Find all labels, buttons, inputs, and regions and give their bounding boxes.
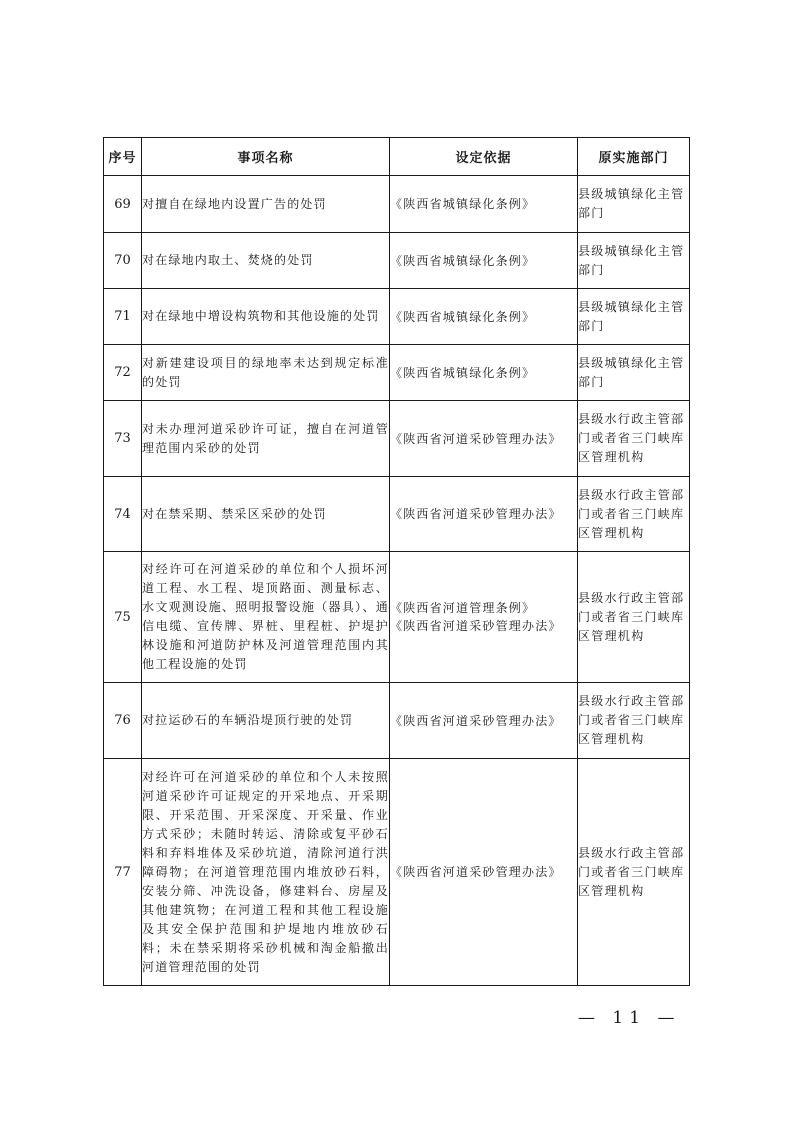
row-serial-number: 70	[104, 233, 142, 289]
row-serial-number: 73	[104, 401, 142, 477]
legal-basis-entry: 《陕西省河道采砂管理办法》	[390, 619, 562, 633]
row-serial-number: 69	[104, 176, 142, 233]
row-department: 县级城镇绿化主管部门	[578, 176, 690, 233]
table-row	[104, 552, 690, 683]
header-legal-basis: 设定依据	[390, 138, 578, 176]
page-number: — 11 —	[578, 1008, 681, 1028]
row-legal-basis	[390, 759, 578, 986]
legal-basis-entry: 《陕西省河道采砂管理办法》	[390, 431, 562, 446]
legal-basis-entry: 《陕西省城镇绿化条例》	[390, 253, 536, 268]
row-item-name: 对擅自在绿地内设置广告的处罚	[142, 176, 390, 233]
row-legal-basis	[390, 401, 578, 477]
legal-basis-entry: 《陕西省河道采砂管理办法》	[390, 713, 562, 728]
row-department: 县级水行政主管部门或者省三门峡库区管理机构	[578, 759, 690, 986]
row-legal-basis	[390, 683, 578, 759]
row-item-name: 对在禁采期、禁采区采砂的处罚	[142, 477, 390, 552]
row-serial-number: 72	[104, 345, 142, 401]
table-row	[104, 477, 690, 552]
legal-basis-entry: 《陕西省城镇绿化条例》	[390, 309, 536, 324]
row-serial-number: 74	[104, 477, 142, 552]
row-item-name: 对经许可在河道采砂的单位和个人未按照河道采砂许可证规定的开采地点、开采期限、开采范围、开采深度、开采量、作业方式采砂；未随时转运、清除或复平砂石料和弃料堆体及采砂坑道，清除河道行洪障碍物；在河道管理范围内堆放砂石料，安装分筛、冲洗设备，修建料台、房屋及其他建筑物；在河道工程和其他工程设施及其安全保护范围和护堤地内堆放砂石料；未在禁采期将采砂机械和淘金船撤出河道管理范围的处罚	[142, 759, 390, 986]
legal-basis-entry: 《陕西省城镇绿化条例》	[390, 197, 536, 211]
table-header-row	[104, 138, 690, 176]
items-table	[103, 137, 690, 986]
row-serial-number: 77	[104, 759, 142, 986]
row-legal-basis	[390, 176, 578, 233]
row-legal-basis	[390, 233, 578, 289]
table-row	[104, 176, 690, 233]
row-serial-number: 75	[104, 552, 142, 683]
table-row	[104, 233, 690, 289]
header-serial: 序号	[104, 138, 142, 176]
row-department: 县级水行政主管部门或者省三门峡库区管理机构	[578, 401, 690, 477]
row-department: 县级水行政主管部门或者省三门峡库区管理机构	[578, 552, 690, 683]
row-item-name: 对经许可在河道采砂的单位和个人损坏河道工程、水工程、堤顶路面、测量标志、水文观测设施、照明报警设施（器具）、通信电缆、宣传牌、界桩、里程桩、护堤护林设施和河道防护林及河道管理范围内其他工程设施的处罚	[142, 552, 390, 683]
row-legal-basis	[390, 477, 578, 552]
row-department: 县级城镇绿化主管部门	[578, 345, 690, 401]
legal-basis-entry: 《陕西省河道管理条例》	[390, 601, 536, 615]
row-item-name: 对在绿地内取土、焚烧的处罚	[142, 233, 390, 289]
row-serial-number: 71	[104, 289, 142, 345]
row-legal-basis	[390, 552, 578, 683]
table-row	[104, 289, 690, 345]
row-department: 县级城镇绿化主管部门	[578, 233, 690, 289]
row-item-name: 对在绿地中增设构筑物和其他设施的处罚	[142, 289, 390, 345]
table-row	[104, 759, 690, 986]
row-legal-basis	[390, 289, 578, 345]
legal-basis-entry: 《陕西省城镇绿化条例》	[390, 365, 536, 380]
legal-basis-entry: 《陕西省河道采砂管理办法》	[390, 507, 562, 521]
row-department: 县级水行政主管部门或者省三门峡库区管理机构	[578, 683, 690, 759]
row-department: 县级水行政主管部门或者省三门峡库区管理机构	[578, 477, 690, 552]
table-body	[104, 176, 690, 986]
header-department: 原实施部门	[578, 138, 690, 176]
row-item-name: 对新建建设项目的绿地率未达到规定标准的处罚	[142, 345, 390, 401]
row-item-name: 对未办理河道采砂许可证，擅自在河道管理范围内采砂的处罚	[142, 401, 390, 477]
row-item-name: 对拉运砂石的车辆沿堤顶行驶的处罚	[142, 683, 390, 759]
table-row	[104, 683, 690, 759]
legal-basis-entry: 《陕西省河道采砂管理办法》	[390, 865, 562, 879]
row-legal-basis	[390, 345, 578, 401]
row-department: 县级城镇绿化主管部门	[578, 289, 690, 345]
row-serial-number: 76	[104, 683, 142, 759]
table-row	[104, 345, 690, 401]
header-item-name: 事项名称	[142, 138, 390, 176]
table-row	[104, 401, 690, 477]
